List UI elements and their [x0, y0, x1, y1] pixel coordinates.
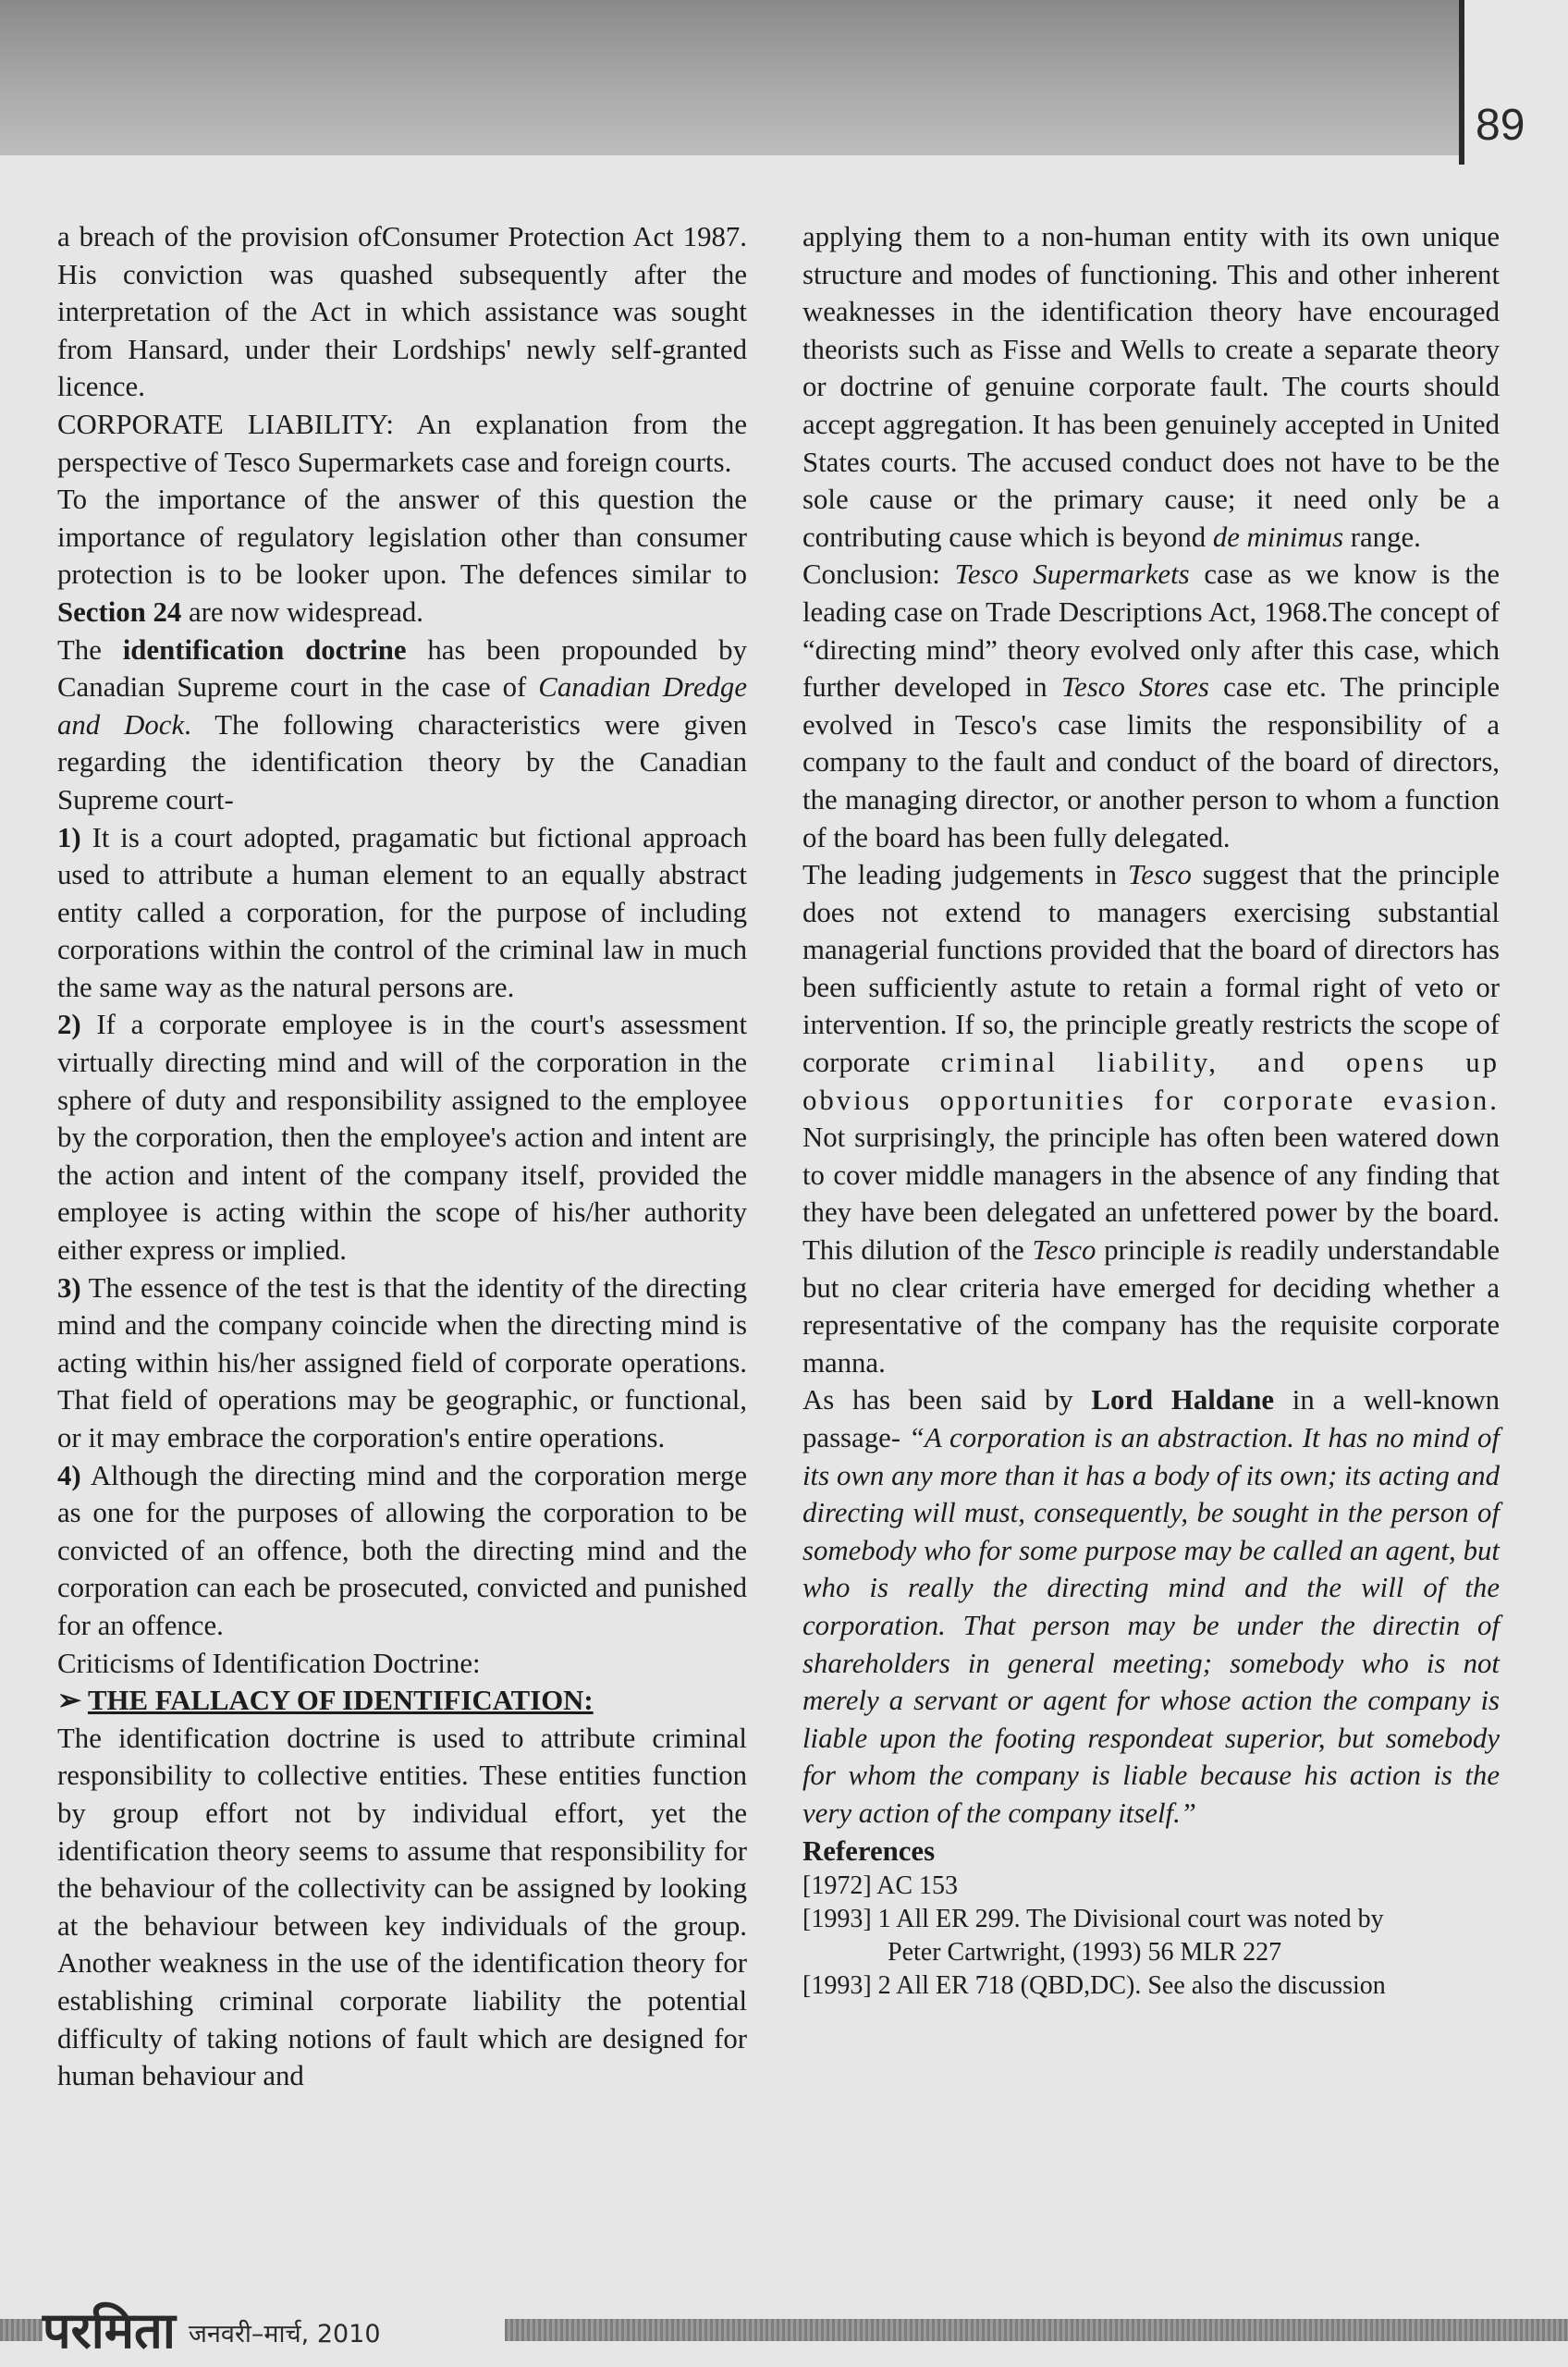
characteristic-3: 3) The essence of the test is that the identity of the directing mind and the company coincide when the directing mind is acting within his/her assigned field of corporate operations. That field of operations may be geographic, or functional, or it may embrace the corporation's entire operations. [57, 1271, 747, 1453]
characteristic-4: 4) Although the directing mind and the corporation merge as one for the purposes of allowing the corporation to be convicted of an offence, both the directing mind and the corporation can each be prosecuted, convicted and punished for an offence. [57, 1459, 747, 1641]
issue-date: जनवरी–मार्च, 2010 [188, 2319, 381, 2349]
reference-item: [1972] AC 153 [802, 1871, 958, 1901]
haldane-paragraph: As has been said by Lord Haldane in a well-known passage- “A corporation is an abstraction. It has no mind of its own any more than it has a body of its own; its acting and directing will must, consequently, be sought in the person of somebody who for some purpose may be called an agent, but who is really the directing mind and the will of the corporation. That person may be under the directin of shareholders in general meeting; somebody who is not merely a servant or agent for whose action the company is liable upon the footing respondeat superior, but somebody for whom the company is liable because his action is the very action of the company itself.” [802, 1384, 1500, 1829]
haldane-quote: “A corporation is an abstraction. It has no mind of its own any more than it has a body of its own; its acting and directing will must, consequently, be sought in the person of somebody who for some purpose may be called an agent, but who is really the directing mind and the will of the corporation. That person may be under the directin of shareholders in general meeting; somebody who is not merely a servant or agent for whose action the company is liable upon the footing respondeat superior, but somebody for whom the company is liable because his action is the very action of the company itself.” [802, 1422, 1500, 1829]
left-paragraph-3: To the importance of the answer of this question the importance of regulatory legislation other than consumer protection is to be looker upon. The defences similar to Section 24 are now widespread. [57, 484, 747, 628]
reference-item: [1993] 1 All ER 299. The Divisional court was noted by [802, 1905, 1384, 1934]
right-paragraph-1: applying them to a non-human entity with its own unique structure and modes of functioning. This and other inherent weaknesses in the identification theory have encouraged theorists such as Fisse and Wells to create a separate theory or doctrine of genuine corporate fault. The courts should accept aggregation. It has been genuinely accepted in United States courts. The accused conduct does not have to be the sole cause or the primary cause; it need only be a contributing cause which is beyond de minimus range. [802, 221, 1500, 553]
case-name: Canadian Dredge and Dock [57, 671, 748, 741]
identification-doctrine-term: identification doctrine [122, 633, 407, 666]
references-heading: References [802, 1834, 936, 1867]
left-paragraph-2: CORPORATE LIABILITY: An explanation from the perspective of Tesco Supermarkets case and foreign courts. [57, 408, 747, 478]
arrow-bullet-icon: ➢ [57, 1685, 88, 1717]
section-24-ref: Section 24 [57, 595, 182, 628]
criticisms-heading: Criticisms of Identification Doctrine: [57, 1647, 481, 1679]
left-paragraph-4: The identification doctrine has been propounded by Canadian Supreme court in the case of Canadian Dredge and Dock. The following characteristics were given regarding the identification theory by the Canadian Supreme court- [57, 633, 748, 816]
characteristic-2: 2) If a corporate employee is in the court's assessment virtually directing mind and will of the corporation in the sphere of duty and responsibility assigned to the employee by the corporation, then the employee's action and intent are the action and intent of the company itself, provided the employee is acting within the scope of his/her authority either express or implied. [57, 1009, 747, 1267]
footer [43, 2291, 505, 2365]
fallacy-paragraph: The identification doctrine is used to attribute criminal responsibility to collective entities. These entities function by group effort not by individual effort, yet the identification theory seems to assume that responsibility for the behaviour of the collectivity can be assigned by looking at the behaviour between key individuals of the group. Another weakness in the use of the identification theory for establishing criminal corporate liability the potential difficulty of taking notions of fault which are designed for human behaviour and [57, 1722, 747, 2092]
conclusion-paragraph: Conclusion: Tesco Supermarkets case as we know is the leading case on Trade Descriptions Act, 1968.The concept of “directing mind” theory evolved only after this case, which further developed in Tesco Stores case etc. The principle evolved in Tesco's case limits the responsibility of a company to the fault and conduct of the board of directors, the managing director, or another person to whom a function of the board has been fully delegated. [802, 558, 1500, 853]
reference-item: Peter Cartwright, (1993) 56 MLR 227 [888, 1938, 1282, 1968]
masthead-logo: परमिता [43, 2301, 176, 2360]
characteristic-1: 1) It is a court adopted, pragamatic but fictional approach used to attribute a human element to an equally abstract entity called a corporation, for the purpose of including corporations within the control of the criminal law in much the same way as the natural persons are. [57, 821, 747, 1003]
header-band [0, 0, 1461, 155]
page-number: 89 [1476, 101, 1525, 150]
left-paragraph-1: a breach of the provision ofConsumer Protection Act 1987. His conviction was quashed subsequently after the interpretation of the Act in which assistance was sought from Hansard, under their Lordships' newly self-granted licence. [57, 221, 747, 403]
left-column [57, 218, 747, 2095]
leading-judgements-paragraph: The leading judgements in Tesco suggest that the principle does not extend to managers exercising substantial managerial functions provided that the board of directors has been sufficiently astute to retain a formal right of veto or intervention. If so, the principle greatly restricts the scope of corporate criminal liability, and opens up obvious opportunities for corporate evasion. Not surprisingly, the principle has often been watered down to cover middle managers in the absence of any finding that they have been delegated an unfettered power by the board. This dilution of the Tesco principle is readily understandable but no clear criteria have emerged for deciding whether a representative of the company has the requisite corporate manna. [802, 859, 1500, 1379]
right-column [802, 218, 1500, 2003]
reference-item: [1993] 2 All ER 718 (QBD,DC). See also the discussion [802, 1971, 1386, 2001]
fallacy-heading: ➢ THE FALLACY OF IDENTIFICATION: [57, 1685, 594, 1717]
header-rule [1459, 0, 1464, 165]
